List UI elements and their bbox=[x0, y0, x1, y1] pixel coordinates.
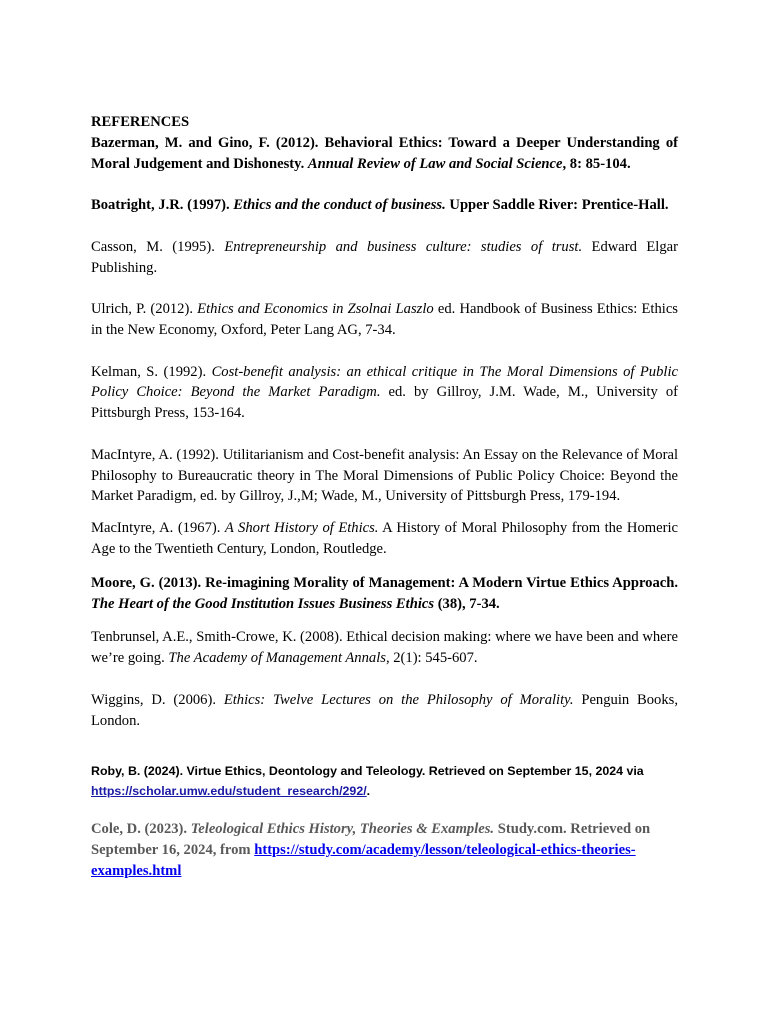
reference-text: Penguin Books, London. bbox=[91, 691, 678, 729]
reference-source: Ethics: Twelve Lectures on the Philosophy of Morality. bbox=[223, 691, 574, 708]
reference-source: Cost-benefit analysis: an ethical critique in The Moral Dimensions of Public Policy Choice: Beyond the Market Paradigm. bbox=[91, 363, 678, 401]
reference-text: Casson, M. (1995). bbox=[91, 238, 225, 255]
references-section bbox=[91, 112, 678, 882]
reference-text: Kelman, S. (1992). bbox=[91, 363, 212, 380]
reference-text: Roby, B. (2024). Virtue Ethics, Deontology and Teleology. Retrieved on September 15, 2024 via bbox=[91, 764, 644, 779]
reference-source: Ethics and Economics in Zsolnai Laszlo bbox=[197, 301, 434, 318]
reference-link[interactable]: https://study.com/academy/lesson/teleological-ethics-theories-examples.html bbox=[91, 842, 636, 879]
reference-source: Annual Review of Law and Social Science bbox=[307, 155, 563, 172]
reference-text: Tenbrunsel, A.E., Smith-Crowe, K. (2008). Ethical decision making: where we have been and where we’re going. bbox=[91, 629, 678, 667]
reference-link[interactable]: https://scholar.umw.edu/student_research/292/ bbox=[91, 783, 367, 798]
reference-kelman bbox=[91, 362, 678, 424]
reference-source: Entrepreneurship and business culture: studies of trust. bbox=[224, 238, 583, 255]
reference-text: Upper Saddle River: Prentice-Hall. bbox=[445, 197, 669, 214]
reference-ulrich bbox=[91, 299, 678, 341]
reference-text: MacIntyre, A. (1992). Utilitarianism and Cost-benefit analysis: An Essay on the Relevance of Moral Philosophy to Bureaucratic theory in The Moral Dimensions of Public Policy Choice: Beyond the Market Paradigm, ed. by Gillroy, J.,M; Wade, M., University of Pittsburgh Press, 179-194. bbox=[91, 446, 678, 505]
reference-macintyre-1992 bbox=[91, 445, 678, 507]
reference-source: A Short History of Ethics. bbox=[224, 520, 379, 537]
reference-text: Bazerman, M. and Gino, F. (2012). Behavioral Ethics: Toward a Deeper Understanding of Moral Judgement and Dishonesty. bbox=[91, 134, 678, 172]
reference-text: MacIntyre, A. (1967). bbox=[91, 520, 225, 537]
reference-wiggins bbox=[91, 690, 678, 732]
reference-roby bbox=[91, 762, 678, 801]
reference-text: ed. Handbook of Business Ethics: Ethics in the New Economy, Oxford, Peter Lang AG, 7-34. bbox=[91, 301, 678, 338]
reference-text: Study.com. Retrieved on September 16, 2024, from bbox=[91, 821, 651, 859]
reference-boatright bbox=[91, 195, 678, 216]
reference-text: A History of Moral Philosophy from the Homeric Age to the Twentieth Century, London, Routledge. bbox=[91, 520, 678, 557]
reference-text: Boatright, J.R. (1997). bbox=[91, 197, 234, 214]
reference-cole bbox=[91, 819, 678, 881]
reference-text: (38), 7-34. bbox=[434, 595, 500, 612]
reference-text: Moore, G. (2013). Re-imagining Morality of Management: A Modern Virtue Ethics Approach. bbox=[91, 574, 678, 591]
reference-source: Ethics and the conduct of business. bbox=[233, 197, 446, 214]
reference-source: Teleological Ethics History, Theories & Examples. bbox=[190, 821, 495, 838]
reference-tenbrunsel bbox=[91, 627, 678, 669]
reference-macintyre-1967 bbox=[91, 518, 678, 560]
reference-text: , 8: 85-104. bbox=[562, 155, 631, 172]
reference-source: The Academy of Management Annals bbox=[168, 650, 386, 667]
reference-moore bbox=[91, 573, 678, 615]
reference-text: , 2(1): 545-607. bbox=[385, 650, 478, 667]
reference-bazerman bbox=[91, 133, 678, 175]
references-heading: REFERENCES bbox=[91, 114, 190, 130]
reference-text: ed. by Gillroy, J.M. Wade, M., University of Pittsburgh Press, 153-164. bbox=[91, 384, 678, 422]
reference-source: The Heart of the Good Institution Issues Business Ethics bbox=[91, 595, 435, 612]
reference-text: . bbox=[366, 783, 371, 798]
reference-text: Wiggins, D. (2006). bbox=[91, 691, 224, 708]
reference-text: Cole, D. (2023). bbox=[91, 821, 191, 838]
reference-text: Edward Elgar Publishing. bbox=[91, 238, 678, 276]
reference-text: Ulrich, P. (2012). bbox=[91, 301, 198, 318]
reference-casson bbox=[91, 237, 678, 279]
